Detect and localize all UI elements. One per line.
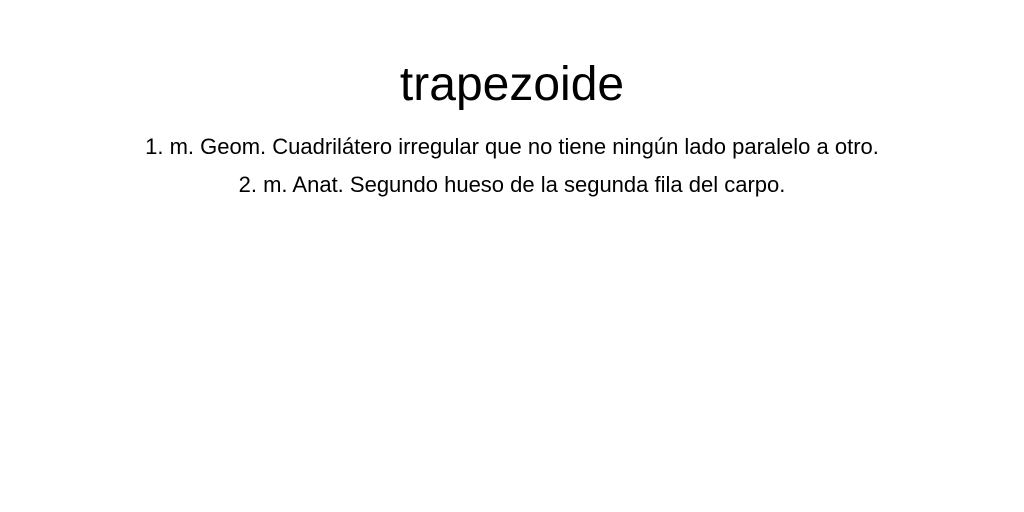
definition-2: 2. m. Anat. Segundo hueso de la segunda fila del carpo.	[238, 172, 786, 197]
definition-1: 1. m. Geom. Cuadrilátero irregular que no tiene ningún lado paralelo a otro.	[145, 134, 879, 159]
headword: trapezoide	[399, 58, 625, 111]
definition-list	[0, 128, 1024, 204]
